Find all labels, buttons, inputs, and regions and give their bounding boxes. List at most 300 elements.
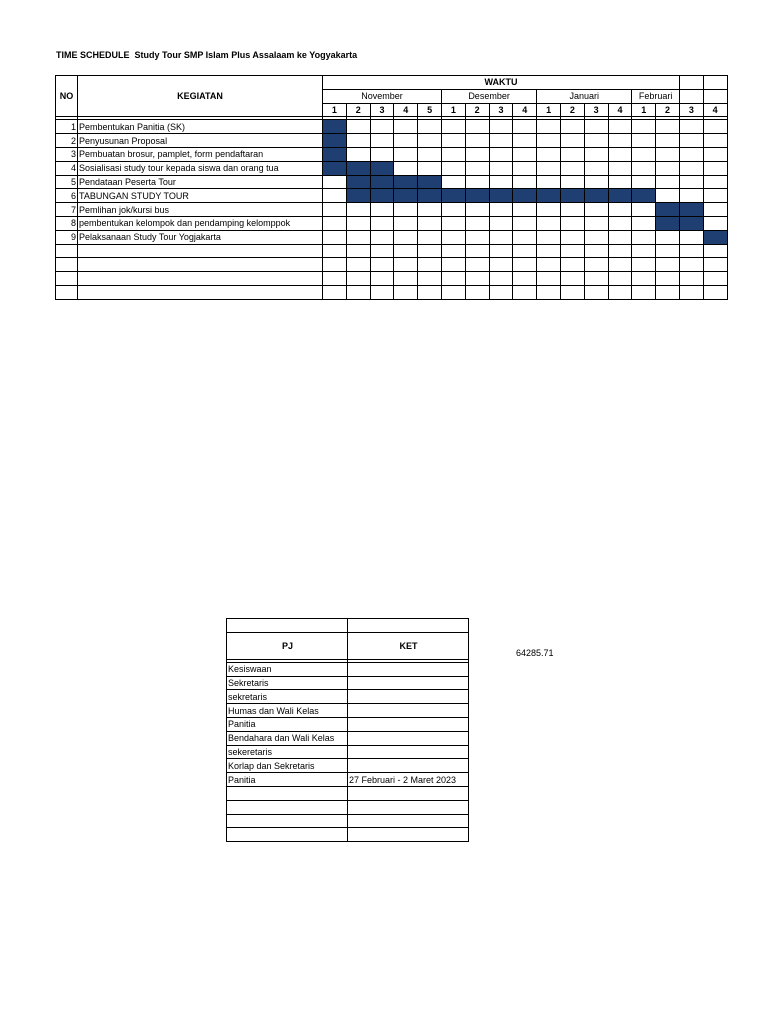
- week-cell[interactable]: [584, 258, 608, 272]
- week-cell[interactable]: [679, 161, 703, 175]
- week-cell[interactable]: [703, 134, 727, 148]
- week-cell[interactable]: [323, 272, 347, 286]
- schedule-bar-cell[interactable]: [323, 134, 347, 148]
- week-cell[interactable]: [441, 120, 465, 134]
- schedule-bar-cell[interactable]: [656, 203, 680, 217]
- week-cell[interactable]: [679, 175, 703, 189]
- activity-name[interactable]: Pendataan Peserta Tour: [78, 175, 323, 189]
- week-cell[interactable]: [513, 203, 537, 217]
- week-cell[interactable]: [679, 244, 703, 258]
- week-cell[interactable]: [465, 120, 489, 134]
- week-cell[interactable]: [465, 285, 489, 299]
- week-cell[interactable]: [703, 120, 727, 134]
- week-cell[interactable]: [560, 230, 584, 244]
- week-cell[interactable]: [537, 134, 561, 148]
- week-cell[interactable]: [656, 175, 680, 189]
- ket-cell[interactable]: [348, 786, 469, 800]
- week-cell[interactable]: [370, 203, 394, 217]
- week-number[interactable]: 3: [679, 103, 703, 117]
- week-cell[interactable]: [323, 175, 347, 189]
- week-number[interactable]: 2: [346, 103, 370, 117]
- week-cell[interactable]: [441, 161, 465, 175]
- pj-cell[interactable]: [227, 800, 348, 814]
- schedule-bar-cell[interactable]: [346, 161, 370, 175]
- week-cell[interactable]: [656, 189, 680, 203]
- time-header[interactable]: WAKTU: [323, 76, 680, 90]
- week-cell[interactable]: [394, 244, 418, 258]
- week-cell[interactable]: [370, 216, 394, 230]
- week-cell[interactable]: [441, 230, 465, 244]
- ket-cell[interactable]: [348, 662, 469, 676]
- week-cell[interactable]: [632, 258, 656, 272]
- row-number[interactable]: [56, 244, 78, 258]
- week-cell[interactable]: [394, 272, 418, 286]
- activity-name[interactable]: Sosialisasi study tour kepada siswa dan orang tua: [78, 161, 323, 175]
- schedule-bar-cell[interactable]: [679, 216, 703, 230]
- pj-cell[interactable]: Sekretaris: [227, 676, 348, 690]
- week-cell[interactable]: [703, 175, 727, 189]
- week-cell[interactable]: [441, 134, 465, 148]
- week-cell[interactable]: [346, 230, 370, 244]
- pj-cell[interactable]: [227, 814, 348, 828]
- week-cell[interactable]: [656, 120, 680, 134]
- week-cell[interactable]: [323, 258, 347, 272]
- week-cell[interactable]: [608, 258, 632, 272]
- week-cell[interactable]: [537, 272, 561, 286]
- ket-cell[interactable]: [348, 731, 469, 745]
- week-cell[interactable]: [608, 175, 632, 189]
- week-cell[interactable]: [513, 161, 537, 175]
- week-cell[interactable]: [441, 147, 465, 161]
- week-cell[interactable]: [703, 216, 727, 230]
- activity-name[interactable]: Pembuatan brosur, pamplet, form pendaftaran: [78, 147, 323, 161]
- schedule-bar-cell[interactable]: [513, 189, 537, 203]
- schedule-bar-cell[interactable]: [394, 189, 418, 203]
- week-cell[interactable]: [441, 216, 465, 230]
- week-cell[interactable]: [370, 244, 394, 258]
- week-number[interactable]: 1: [441, 103, 465, 117]
- week-cell[interactable]: [632, 161, 656, 175]
- week-cell[interactable]: [394, 147, 418, 161]
- calculated-value[interactable]: 64285.71: [516, 648, 554, 658]
- pj-cell[interactable]: [227, 828, 348, 842]
- week-cell[interactable]: [608, 244, 632, 258]
- no-header[interactable]: NO: [56, 76, 78, 117]
- week-cell[interactable]: [584, 230, 608, 244]
- ket-cell[interactable]: 27 Februari - 2 Maret 2023: [348, 773, 469, 787]
- week-cell[interactable]: [632, 147, 656, 161]
- week-cell[interactable]: [584, 134, 608, 148]
- week-cell[interactable]: [584, 272, 608, 286]
- week-cell[interactable]: [513, 147, 537, 161]
- week-cell[interactable]: [513, 120, 537, 134]
- week-cell[interactable]: [584, 147, 608, 161]
- schedule-bar-cell[interactable]: [584, 189, 608, 203]
- row-number[interactable]: 9: [56, 230, 78, 244]
- week-cell[interactable]: [632, 120, 656, 134]
- week-cell[interactable]: [537, 203, 561, 217]
- row-number[interactable]: [56, 272, 78, 286]
- schedule-bar-cell[interactable]: [465, 189, 489, 203]
- week-cell[interactable]: [679, 285, 703, 299]
- week-cell[interactable]: [394, 258, 418, 272]
- week-cell[interactable]: [346, 147, 370, 161]
- schedule-bar-cell[interactable]: [323, 120, 347, 134]
- week-cell[interactable]: [346, 120, 370, 134]
- week-cell[interactable]: [513, 216, 537, 230]
- pj-cell[interactable]: [227, 786, 348, 800]
- week-number[interactable]: 1: [537, 103, 561, 117]
- week-cell[interactable]: [703, 203, 727, 217]
- ket-cell[interactable]: [348, 759, 469, 773]
- week-cell[interactable]: [465, 216, 489, 230]
- activity-name[interactable]: [78, 258, 323, 272]
- week-cell[interactable]: [560, 216, 584, 230]
- schedule-bar-cell[interactable]: [441, 189, 465, 203]
- week-cell[interactable]: [489, 230, 513, 244]
- week-cell[interactable]: [584, 175, 608, 189]
- week-cell[interactable]: [370, 230, 394, 244]
- schedule-bar-cell[interactable]: [346, 189, 370, 203]
- week-cell[interactable]: [465, 203, 489, 217]
- cell[interactable]: [703, 76, 727, 90]
- week-cell[interactable]: [323, 285, 347, 299]
- week-cell[interactable]: [418, 244, 442, 258]
- week-cell[interactable]: [608, 285, 632, 299]
- week-cell[interactable]: [560, 272, 584, 286]
- row-number[interactable]: 3: [56, 147, 78, 161]
- week-cell[interactable]: [418, 272, 442, 286]
- pj-cell[interactable]: sekretaris: [227, 690, 348, 704]
- week-number[interactable]: 2: [465, 103, 489, 117]
- week-cell[interactable]: [418, 161, 442, 175]
- month-header[interactable]: November: [323, 89, 442, 103]
- week-cell[interactable]: [394, 203, 418, 217]
- week-cell[interactable]: [632, 216, 656, 230]
- week-cell[interactable]: [489, 134, 513, 148]
- week-cell[interactable]: [346, 272, 370, 286]
- week-number[interactable]: 5: [418, 103, 442, 117]
- week-cell[interactable]: [679, 120, 703, 134]
- week-cell[interactable]: [394, 285, 418, 299]
- week-cell[interactable]: [489, 120, 513, 134]
- week-cell[interactable]: [441, 203, 465, 217]
- week-cell[interactable]: [513, 230, 537, 244]
- week-cell[interactable]: [441, 244, 465, 258]
- row-number[interactable]: 7: [56, 203, 78, 217]
- week-cell[interactable]: [584, 244, 608, 258]
- week-cell[interactable]: [679, 134, 703, 148]
- ket-cell[interactable]: [348, 745, 469, 759]
- week-cell[interactable]: [608, 216, 632, 230]
- activity-header[interactable]: KEGIATAN: [78, 76, 323, 117]
- week-cell[interactable]: [513, 175, 537, 189]
- schedule-bar-cell[interactable]: [394, 175, 418, 189]
- week-cell[interactable]: [608, 134, 632, 148]
- week-cell[interactable]: [632, 285, 656, 299]
- activity-name[interactable]: Pembentukan Panitia (SK): [78, 120, 323, 134]
- week-cell[interactable]: [489, 216, 513, 230]
- week-number[interactable]: 4: [608, 103, 632, 117]
- week-cell[interactable]: [632, 230, 656, 244]
- month-header[interactable]: Desember: [441, 89, 536, 103]
- cell[interactable]: [679, 76, 703, 90]
- week-cell[interactable]: [513, 134, 537, 148]
- row-number[interactable]: 6: [56, 189, 78, 203]
- week-cell[interactable]: [679, 230, 703, 244]
- week-cell[interactable]: [441, 272, 465, 286]
- week-cell[interactable]: [418, 285, 442, 299]
- week-cell[interactable]: [703, 258, 727, 272]
- schedule-bar-cell[interactable]: [679, 203, 703, 217]
- week-cell[interactable]: [489, 175, 513, 189]
- week-cell[interactable]: [560, 285, 584, 299]
- week-cell[interactable]: [418, 120, 442, 134]
- pj-cell[interactable]: sekeretaris: [227, 745, 348, 759]
- week-number[interactable]: 2: [656, 103, 680, 117]
- pj-cell[interactable]: Bendahara dan Wali Kelas: [227, 731, 348, 745]
- month-header[interactable]: Januari: [537, 89, 632, 103]
- week-cell[interactable]: [394, 134, 418, 148]
- week-cell[interactable]: [489, 244, 513, 258]
- week-cell[interactable]: [418, 216, 442, 230]
- week-cell[interactable]: [489, 203, 513, 217]
- month-header[interactable]: [679, 89, 703, 103]
- schedule-bar-cell[interactable]: [346, 175, 370, 189]
- week-cell[interactable]: [584, 203, 608, 217]
- week-cell[interactable]: [418, 203, 442, 217]
- week-cell[interactable]: [560, 244, 584, 258]
- week-cell[interactable]: [537, 147, 561, 161]
- week-cell[interactable]: [441, 258, 465, 272]
- month-header[interactable]: [703, 89, 727, 103]
- week-cell[interactable]: [370, 285, 394, 299]
- week-cell[interactable]: [560, 120, 584, 134]
- schedule-bar-cell[interactable]: [608, 189, 632, 203]
- schedule-bar-cell[interactable]: [323, 161, 347, 175]
- week-cell[interactable]: [489, 258, 513, 272]
- week-cell[interactable]: [537, 244, 561, 258]
- pj-cell[interactable]: Humas dan Wali Kelas: [227, 704, 348, 718]
- row-number[interactable]: [56, 285, 78, 299]
- week-cell[interactable]: [370, 134, 394, 148]
- week-cell[interactable]: [346, 134, 370, 148]
- week-number[interactable]: 2: [560, 103, 584, 117]
- schedule-bar-cell[interactable]: [489, 189, 513, 203]
- pj-cell[interactable]: Kesiswaan: [227, 662, 348, 676]
- week-cell[interactable]: [441, 285, 465, 299]
- week-cell[interactable]: [560, 175, 584, 189]
- week-number[interactable]: 4: [513, 103, 537, 117]
- week-cell[interactable]: [656, 134, 680, 148]
- week-cell[interactable]: [584, 120, 608, 134]
- schedule-bar-cell[interactable]: [418, 175, 442, 189]
- week-cell[interactable]: [465, 161, 489, 175]
- schedule-bar-cell[interactable]: [560, 189, 584, 203]
- week-cell[interactable]: [394, 230, 418, 244]
- week-cell[interactable]: [537, 216, 561, 230]
- week-cell[interactable]: [394, 120, 418, 134]
- week-cell[interactable]: [418, 258, 442, 272]
- activity-name[interactable]: Pemlihan jok/kursi bus: [78, 203, 323, 217]
- week-cell[interactable]: [703, 244, 727, 258]
- week-cell[interactable]: [560, 258, 584, 272]
- week-cell[interactable]: [489, 147, 513, 161]
- week-cell[interactable]: [703, 189, 727, 203]
- week-cell[interactable]: [608, 272, 632, 286]
- schedule-bar-cell[interactable]: [632, 189, 656, 203]
- cell[interactable]: [348, 619, 469, 633]
- row-number[interactable]: 5: [56, 175, 78, 189]
- row-number[interactable]: 4: [56, 161, 78, 175]
- week-cell[interactable]: [608, 161, 632, 175]
- week-cell[interactable]: [537, 285, 561, 299]
- week-cell[interactable]: [656, 258, 680, 272]
- week-cell[interactable]: [370, 258, 394, 272]
- week-cell[interactable]: [513, 244, 537, 258]
- week-cell[interactable]: [513, 258, 537, 272]
- week-cell[interactable]: [465, 175, 489, 189]
- week-cell[interactable]: [656, 244, 680, 258]
- pj-cell[interactable]: Panitia: [227, 717, 348, 731]
- week-cell[interactable]: [489, 161, 513, 175]
- ket-cell[interactable]: [348, 704, 469, 718]
- week-cell[interactable]: [465, 134, 489, 148]
- week-cell[interactable]: [632, 134, 656, 148]
- schedule-bar-cell[interactable]: [370, 175, 394, 189]
- week-cell[interactable]: [465, 147, 489, 161]
- schedule-bar-cell[interactable]: [656, 216, 680, 230]
- week-cell[interactable]: [656, 230, 680, 244]
- week-cell[interactable]: [537, 258, 561, 272]
- activity-name[interactable]: Penyusunan Proposal: [78, 134, 323, 148]
- schedule-bar-cell[interactable]: [370, 189, 394, 203]
- week-cell[interactable]: [394, 216, 418, 230]
- week-cell[interactable]: [346, 258, 370, 272]
- week-number[interactable]: 3: [489, 103, 513, 117]
- week-cell[interactable]: [703, 147, 727, 161]
- row-number[interactable]: [56, 258, 78, 272]
- week-number[interactable]: 1: [323, 103, 347, 117]
- week-cell[interactable]: [632, 244, 656, 258]
- week-cell[interactable]: [560, 161, 584, 175]
- row-number[interactable]: 2: [56, 134, 78, 148]
- week-cell[interactable]: [370, 120, 394, 134]
- ket-cell[interactable]: [348, 828, 469, 842]
- ket-cell[interactable]: [348, 814, 469, 828]
- week-cell[interactable]: [537, 120, 561, 134]
- week-cell[interactable]: [608, 147, 632, 161]
- activity-name[interactable]: [78, 272, 323, 286]
- schedule-bar-cell[interactable]: [703, 230, 727, 244]
- pj-header[interactable]: PJ: [227, 632, 348, 659]
- week-cell[interactable]: [537, 161, 561, 175]
- week-cell[interactable]: [513, 272, 537, 286]
- week-cell[interactable]: [703, 161, 727, 175]
- week-cell[interactable]: [584, 216, 608, 230]
- week-cell[interactable]: [394, 161, 418, 175]
- week-cell[interactable]: [656, 285, 680, 299]
- week-number[interactable]: 3: [584, 103, 608, 117]
- week-cell[interactable]: [679, 258, 703, 272]
- week-cell[interactable]: [323, 230, 347, 244]
- ket-cell[interactable]: [348, 690, 469, 704]
- cell[interactable]: [227, 619, 348, 633]
- week-cell[interactable]: [537, 230, 561, 244]
- week-number[interactable]: 1: [632, 103, 656, 117]
- week-cell[interactable]: [608, 203, 632, 217]
- week-cell[interactable]: [656, 272, 680, 286]
- ket-header[interactable]: KET: [348, 632, 469, 659]
- week-cell[interactable]: [370, 272, 394, 286]
- week-cell[interactable]: [584, 161, 608, 175]
- week-cell[interactable]: [537, 175, 561, 189]
- week-cell[interactable]: [703, 272, 727, 286]
- week-number[interactable]: 3: [370, 103, 394, 117]
- week-cell[interactable]: [465, 272, 489, 286]
- row-number[interactable]: 8: [56, 216, 78, 230]
- ket-cell[interactable]: [348, 676, 469, 690]
- pj-cell[interactable]: Panitia: [227, 773, 348, 787]
- week-cell[interactable]: [323, 189, 347, 203]
- schedule-bar-cell[interactable]: [370, 161, 394, 175]
- week-cell[interactable]: [323, 216, 347, 230]
- week-cell[interactable]: [346, 203, 370, 217]
- week-cell[interactable]: [323, 244, 347, 258]
- activity-name[interactable]: [78, 244, 323, 258]
- week-cell[interactable]: [346, 285, 370, 299]
- week-cell[interactable]: [632, 175, 656, 189]
- schedule-bar-cell[interactable]: [537, 189, 561, 203]
- week-number[interactable]: 4: [394, 103, 418, 117]
- week-cell[interactable]: [656, 161, 680, 175]
- pj-cell[interactable]: Korlap dan Sekretaris: [227, 759, 348, 773]
- week-cell[interactable]: [418, 134, 442, 148]
- ket-cell[interactable]: [348, 717, 469, 731]
- week-cell[interactable]: [489, 272, 513, 286]
- week-cell[interactable]: [584, 285, 608, 299]
- month-header[interactable]: Februari: [632, 89, 680, 103]
- week-cell[interactable]: [632, 272, 656, 286]
- week-cell[interactable]: [441, 175, 465, 189]
- week-cell[interactable]: [346, 244, 370, 258]
- week-cell[interactable]: [560, 203, 584, 217]
- ket-cell[interactable]: [348, 800, 469, 814]
- week-cell[interactable]: [608, 120, 632, 134]
- week-cell[interactable]: [418, 230, 442, 244]
- week-cell[interactable]: [513, 285, 537, 299]
- week-cell[interactable]: [465, 244, 489, 258]
- week-cell[interactable]: [489, 285, 513, 299]
- week-cell[interactable]: [418, 147, 442, 161]
- week-cell[interactable]: [679, 272, 703, 286]
- activity-name[interactable]: [78, 285, 323, 299]
- activity-name[interactable]: Pelaksanaan Study Tour Yogjakarta: [78, 230, 323, 244]
- week-cell[interactable]: [465, 230, 489, 244]
- week-cell[interactable]: [560, 134, 584, 148]
- week-cell[interactable]: [323, 203, 347, 217]
- week-cell[interactable]: [656, 147, 680, 161]
- week-cell[interactable]: [370, 147, 394, 161]
- activity-name[interactable]: pembentukan kelompok dan pendamping kelomppok: [78, 216, 323, 230]
- activity-name[interactable]: TABUNGAN STUDY TOUR: [78, 189, 323, 203]
- week-cell[interactable]: [679, 147, 703, 161]
- week-cell[interactable]: [465, 258, 489, 272]
- week-cell[interactable]: [560, 147, 584, 161]
- week-cell[interactable]: [346, 216, 370, 230]
- row-number[interactable]: 1: [56, 120, 78, 134]
- week-cell[interactable]: [608, 230, 632, 244]
